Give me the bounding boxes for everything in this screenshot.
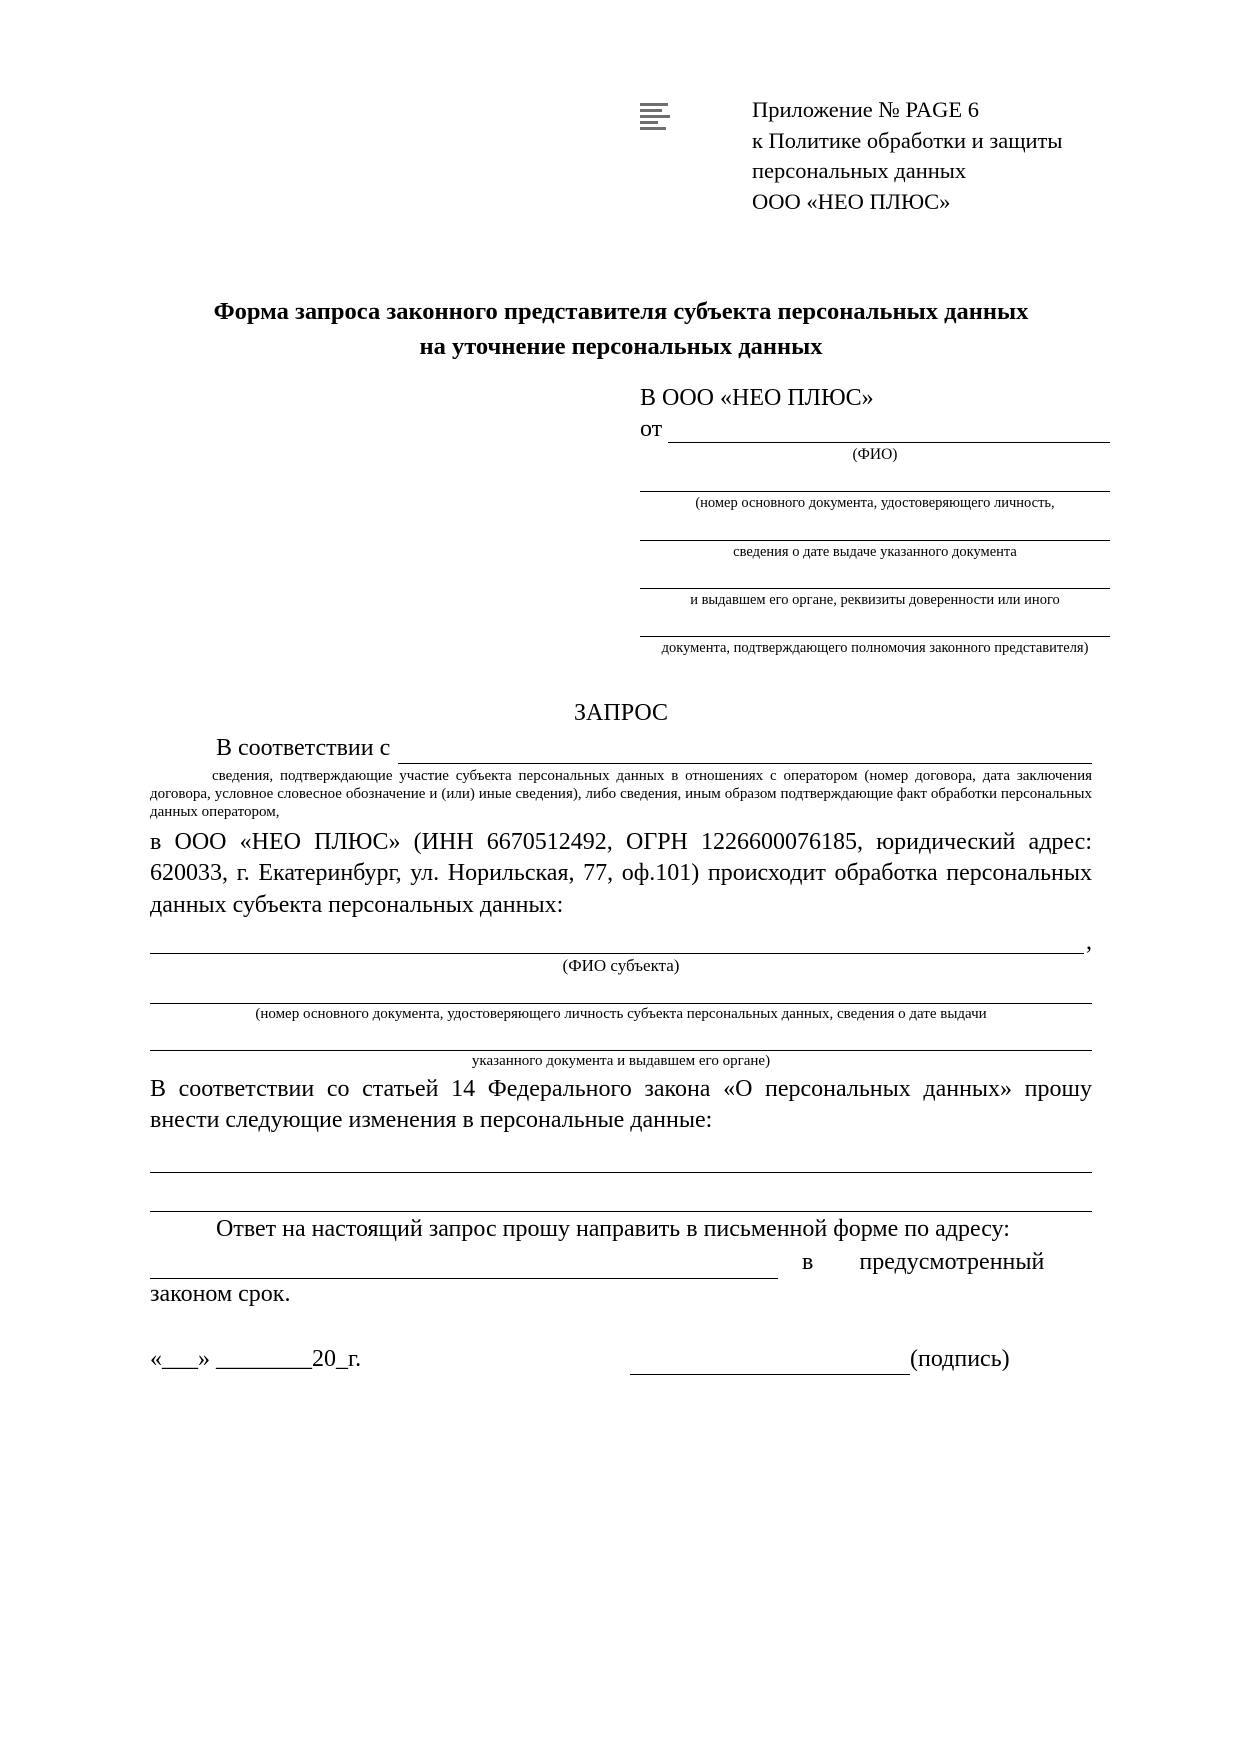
- document-lines-icon: [640, 103, 700, 133]
- doc-power-input-line[interactable]: [640, 609, 1110, 637]
- page-title: [150, 295, 1092, 365]
- doc-date-input-line[interactable]: [640, 513, 1110, 541]
- addressee-organization: В ООО «НЕО ПЛЮС»: [640, 385, 874, 411]
- subject-doc-input-line[interactable]: [150, 977, 1092, 1004]
- answer-address-row: [150, 1247, 1092, 1278]
- caption-subject-doc2: указанного документа и выдавшем его органе): [471, 1053, 771, 1070]
- caption-subject-fio: (ФИО субъекта): [562, 955, 680, 975]
- signature-input-line[interactable]: [630, 1350, 910, 1375]
- request-body: [150, 733, 1092, 1375]
- subject-doc-organ-input-line[interactable]: [150, 1024, 1092, 1051]
- caption-doc-power: документа, подтверждающего полномочия законного представителя): [661, 639, 1089, 656]
- fio-input-line[interactable]: [668, 420, 1110, 443]
- doc-organ-input-line[interactable]: [640, 561, 1110, 589]
- page-title-line-1: Форма запроса законного представителя субъекта персональных данных: [213, 298, 1029, 325]
- answer-tail: предусмотренный: [859, 1249, 1045, 1276]
- caption-doc-number: (номер основного документа, удостоверяющего личность,: [695, 495, 1055, 512]
- answer-word-v: в: [802, 1249, 814, 1276]
- organization-paragraph: в ООО «НЕО ПЛЮС» (ИНН 6670512492, ОГРН 1226600076185, юридический адрес: 620033, г. Екатеринбург, ул. Норильская, 77, оф.101) происходит обработка персональных данных субъекта персональных данных:: [150, 829, 1092, 918]
- from-row: [640, 416, 1110, 443]
- page-title-line-2: на уточнение персональных данных: [419, 332, 823, 360]
- header-line-2: к Политике обработки и защиты: [752, 127, 1063, 153]
- header-line-1: Приложение № PAGE 6: [752, 97, 980, 122]
- subject-fio-input-line[interactable]: [150, 927, 1084, 954]
- fine-print-note: [150, 767, 1092, 821]
- intro-text: В соответствии с: [216, 735, 391, 761]
- signature-caption: (подпись): [910, 1345, 1010, 1372]
- answer-tail-2: законом срок.: [150, 1280, 291, 1307]
- answer-intro-row: [150, 1214, 1092, 1245]
- law-paragraph: В соответствии со статьей 14 Федерального закона «О персональных данных» прошу внести следующие изменения в персональные данные:: [150, 1075, 1092, 1134]
- intro-row: [150, 733, 1092, 764]
- changes-input-line-1[interactable]: [150, 1146, 1092, 1173]
- document-header: [150, 95, 1110, 217]
- fine-print-text: сведения, подтверждающие участие субъекта персональных данных в отношениях с оператором (номер договора, дата заключения договора, условное словесное обозначение и (или) иные сведения), либо сведения, иным образом подтверждающие факт обработки персональных данных оператором,: [150, 768, 1092, 821]
- header-line-4: ООО «НЕО ПЛЮС»: [752, 188, 951, 214]
- addressee-block: [640, 385, 1110, 657]
- basis-input-line[interactable]: [398, 741, 1092, 764]
- header-text-block: [752, 95, 1063, 217]
- subject-fio-row: ,: [150, 927, 1092, 954]
- caption-subject-doc: (номер основного документа, удостоверяющего личность субъекта персональных данных, сведения о дате выдачи: [255, 1005, 987, 1022]
- doc-number-input-line[interactable]: [640, 464, 1110, 492]
- date-signature-row: [150, 1344, 1092, 1375]
- answer-intro-text: Ответ на настоящий запрос прошу направить в письменной форме по адресу:: [216, 1216, 1010, 1243]
- caption-doc-organ: и выдавшем его органе, реквизиты доверенности или иного: [690, 591, 1060, 608]
- request-heading: ЗАПРОС: [574, 700, 668, 726]
- caption-doc-date: сведения о дате выдаче указанного документа: [733, 543, 1017, 560]
- answer-address-input-line[interactable]: [150, 1252, 778, 1279]
- changes-input-line-2[interactable]: [150, 1185, 1092, 1212]
- caption-fio: (ФИО): [852, 446, 898, 463]
- header-line-3: персональных данных: [752, 158, 967, 184]
- from-label: от: [640, 416, 663, 442]
- date-placeholder[interactable]: «___» ________20_г.: [150, 1345, 362, 1372]
